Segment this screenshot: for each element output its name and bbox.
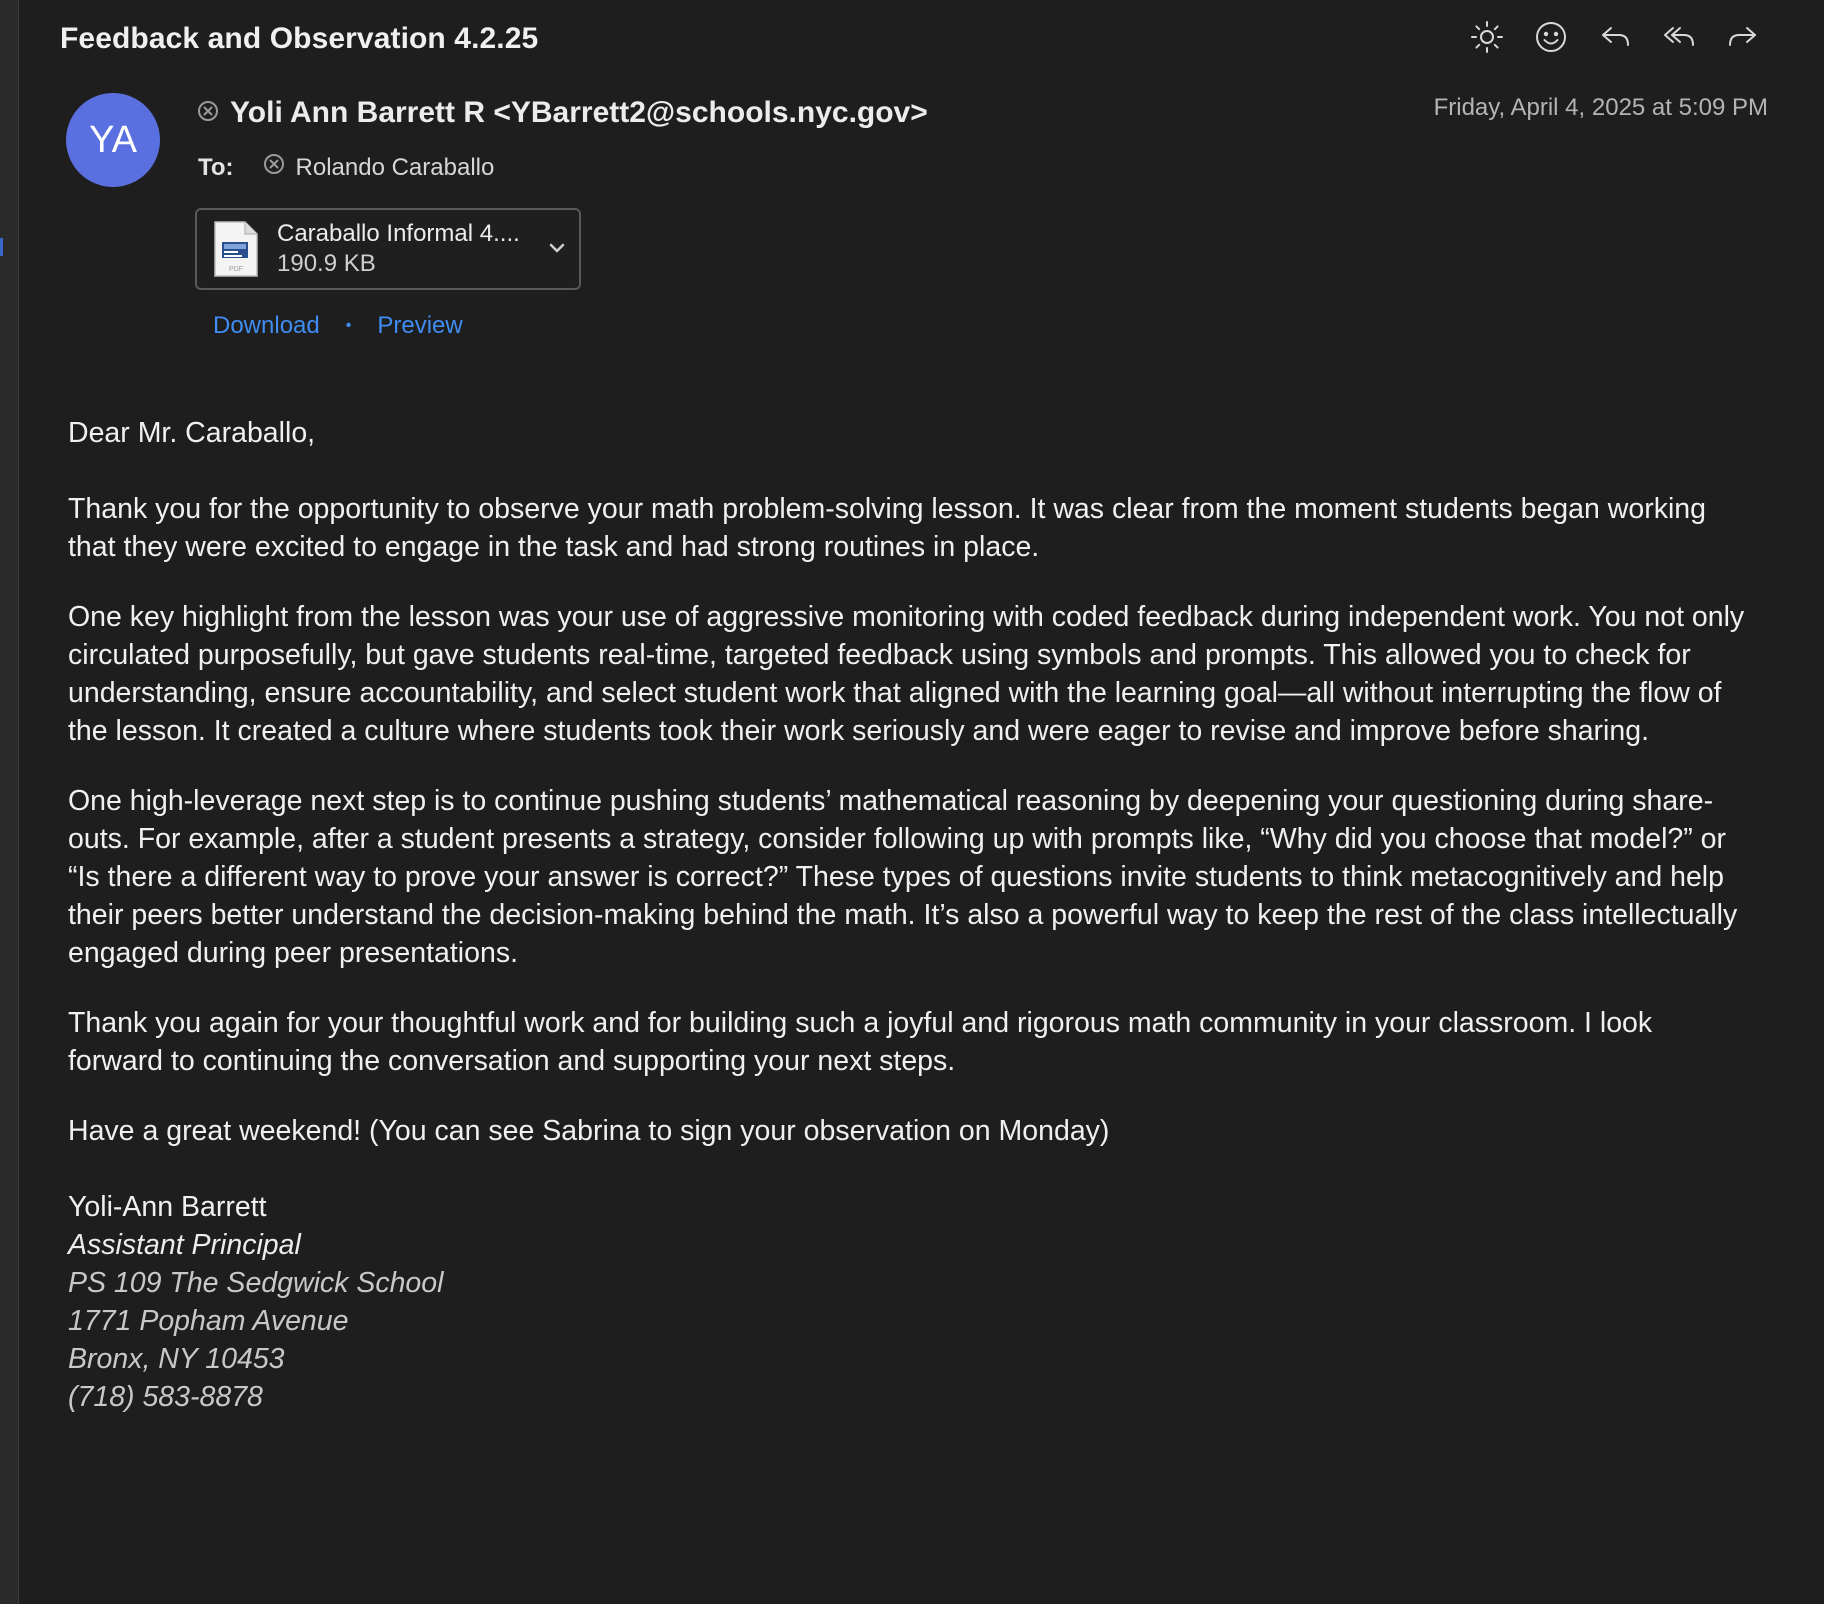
signature-address-line1: 1771 Popham Avenue xyxy=(68,1305,349,1337)
sidebar-edge-marker xyxy=(0,238,3,256)
message-viewer xyxy=(19,0,1824,1604)
sender-row xyxy=(196,96,928,130)
sidebar-edge xyxy=(0,0,19,1604)
body-paragraph: One key highlight from the lesson was your use of aggressive monitoring with coded feedback during independent work. You not only circulated purposefully, but gave students real-time, targeted feedback using symbols and prompts. This allowed you to check for understanding, ensure accountability, and select student work that aligned with the learning goal—all without interrupting the flow of the lesson. It created a culture where students took their work seriously and were eager to revise and improve before sharing. xyxy=(68,601,1745,747)
reply-all-icon xyxy=(1662,20,1696,54)
appearance-button[interactable] xyxy=(1468,18,1506,56)
signature xyxy=(68,1188,1748,1416)
email-body xyxy=(68,414,1748,1416)
sender-avatar: YA xyxy=(66,93,160,187)
reaction-button[interactable] xyxy=(1532,18,1570,56)
attachment-size: 190.9 KB xyxy=(277,250,376,277)
closing-line: Have a great weekend! (You can see Sabrina to sign your observation on Monday) xyxy=(68,1115,1110,1147)
reply-icon xyxy=(1598,20,1632,54)
recipient-row xyxy=(198,152,494,183)
signature-title: Assistant Principal xyxy=(68,1229,301,1261)
email-subject: Feedback and Observation 4.2.25 xyxy=(60,22,539,55)
file-type-label: PDF xyxy=(229,266,243,273)
body-paragraph: Thank you again for your thoughtful work and for building such a joyful and rigorous math community in your classroom. I look forward to continuing the conversation and supporting your next steps. xyxy=(68,1007,1653,1077)
to-label: To: xyxy=(198,153,234,181)
emoji-icon xyxy=(1534,20,1568,54)
remove-recipient-icon[interactable] xyxy=(262,152,286,183)
message-toolbar xyxy=(1468,18,1762,56)
body-paragraph: One high-leverage next step is to continue pushing students’ mathematical reasoning by deepening your questioning during share-outs. For example, after a student presents a strategy, consider following up with prompts like, “Why did you choose that model?” or “Is there a different way to prove your answer is correct?” These types of questions invite students to think metacognitively and help their peers better understand the decision-making behind the math. It’s also a powerful way to keep the rest of the class intellectually engaged during peer presentations. xyxy=(68,785,1738,969)
email-date: Friday, April 4, 2025 at 5:09 PM xyxy=(1433,94,1768,121)
recipient-name[interactable]: Rolando Caraballo xyxy=(295,153,495,181)
signature-school: PS 109 The Sedgwick School xyxy=(68,1267,444,1299)
download-link[interactable]: Download xyxy=(213,312,320,339)
pdf-file-icon xyxy=(213,220,259,278)
forward-icon xyxy=(1726,20,1760,54)
forward-button[interactable] xyxy=(1724,18,1762,56)
greeting: Dear Mr. Caraballo, xyxy=(68,417,316,449)
signature-name: Yoli-Ann Barrett xyxy=(68,1191,267,1223)
attachment-actions xyxy=(213,312,463,340)
link-separator: • xyxy=(345,317,352,334)
signature-address-line2: Bronx, NY 10453 xyxy=(68,1343,285,1375)
chevron-down-icon[interactable] xyxy=(547,238,567,263)
sender-name[interactable]: Yoli Ann Barrett R <YBarrett2@schools.nyc.gov> xyxy=(230,96,928,129)
reply-all-button[interactable] xyxy=(1660,18,1698,56)
body-paragraph: Thank you for the opportunity to observe your math problem-solving lesson. It was clear from the moment students began working that they were excited to engage in the task and had strong routines in place. xyxy=(68,493,1706,563)
signature-phone: (718) 583-8878 xyxy=(68,1381,263,1413)
attachment-name: Caraballo Informal 4.... xyxy=(277,220,520,247)
attachment-card[interactable] xyxy=(195,208,581,290)
reply-button[interactable] xyxy=(1596,18,1634,56)
remove-sender-icon[interactable] xyxy=(196,99,220,128)
preview-link[interactable]: Preview xyxy=(377,312,463,339)
brightness-icon xyxy=(1470,20,1504,54)
